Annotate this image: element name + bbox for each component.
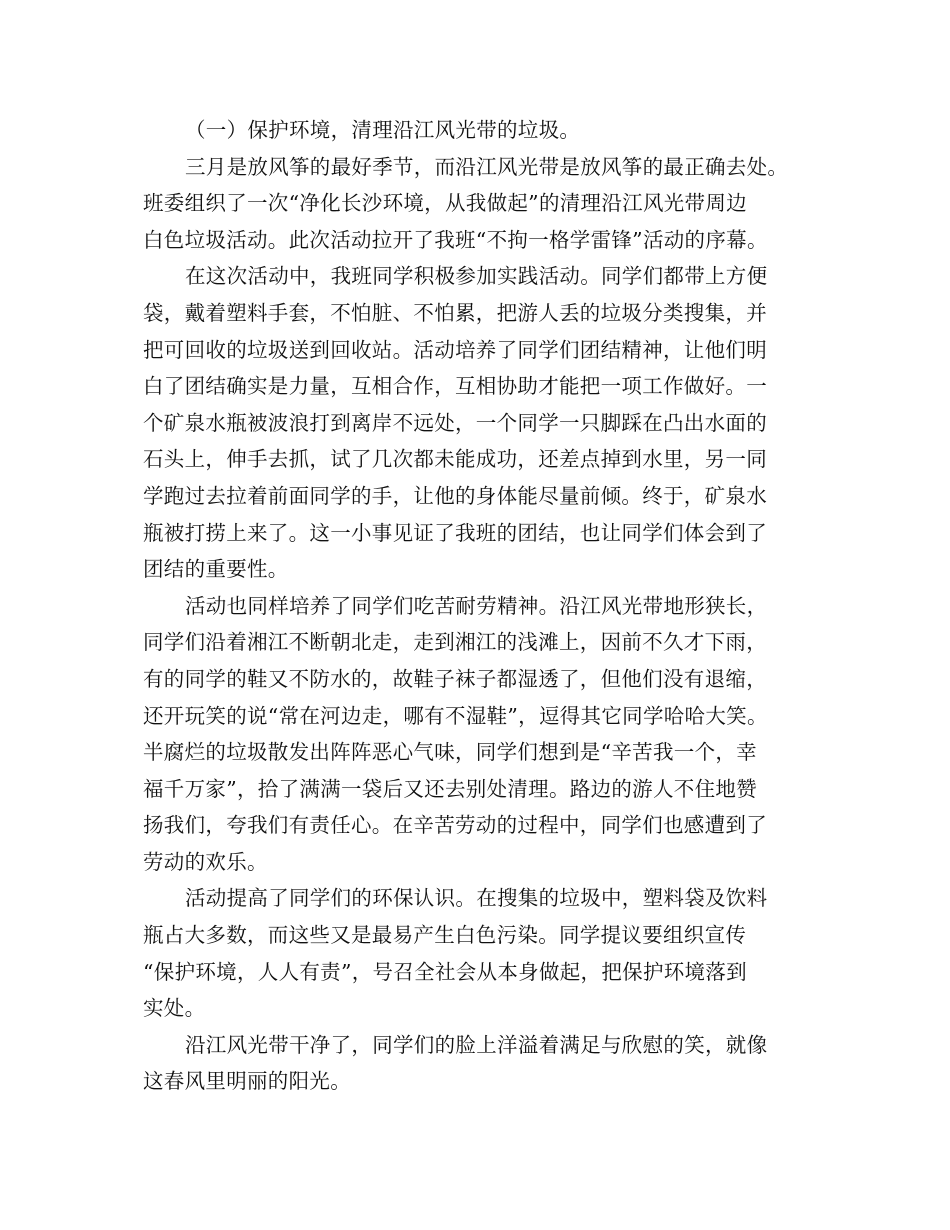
- paragraph-line: 团结的重要性。: [143, 557, 289, 582]
- paragraph-line: 白了团结确实是力量，互相合作，互相协助才能把一项工作做好。一: [143, 374, 767, 399]
- paragraph-line: 瓶被打捞上来了。这一小事见证了我班的团结，也让同学们体会到了: [143, 520, 767, 545]
- paragraph-line: 白色垃圾活动。此次活动拉开了我班“不拘一格学雷锋”活动的序幕。: [143, 227, 768, 252]
- paragraph-line: 个矿泉水瓶被波浪打到离岸不远处，一个同学一只脚踩在凸出水面的: [143, 410, 767, 435]
- paragraph-line: 学跑过去拉着前面同学的手，让他的身体能尽量前倾。终于，矿泉水: [143, 483, 767, 508]
- paragraph-line: 有的同学的鞋又不防水的，故鞋子袜子都湿透了，但他们没有退缩，: [143, 666, 767, 691]
- paragraph-line: 石头上，伸手去抓，试了几次都未能成功，还差点掉到水里，另一同: [143, 447, 767, 472]
- paragraph-line: 把可回收的垃圾送到回收站。活动培养了同学们团结精神，让他们明: [143, 337, 767, 362]
- paragraph-line: 活动提高了同学们的环保认识。在搜集的垃圾中，塑料袋及饮料: [185, 886, 768, 911]
- section-heading: （一）保护环境，清理沿江风光带的垃圾。: [185, 118, 581, 142]
- paragraph-line: 瓶占大多数，而这些又是最易产生白色污染。同学提议要组织宣传: [143, 923, 747, 948]
- paragraph-line: 活动也同样培养了同学们吃苦耐劳精神。沿江风光带地形狭长，: [185, 593, 768, 618]
- paragraph-line: 实处。: [143, 996, 206, 1021]
- paragraph-line: 在这次活动中，我班同学积极参加实践活动。同学们都带上方便: [185, 264, 768, 289]
- paragraph-line: 沿江风光带干净了，同学们的脸上洋溢着满足与欣慰的笑，就像: [185, 1032, 768, 1057]
- paragraph-line: “保护环境，人人有责”，号召全社会从本身做起，把保护环境落到: [143, 959, 747, 984]
- paragraph-line: 扬我们，夸我们有责任心。在辛苦劳动的过程中，同学们也感遭到了: [143, 813, 767, 838]
- paragraph-line: 半腐烂的垃圾散发出阵阵恶心气味，同学们想到是“辛苦我一个，幸: [143, 740, 757, 765]
- paragraph-line: 劳动的欢乐。: [143, 849, 268, 874]
- document-body: [143, 112, 815, 1100]
- paragraph-line: 袋，戴着塑料手套，不怕脏、不怕累，把游人丢的垃圾分类搜集，并: [143, 300, 767, 325]
- paragraph-line: 福千万家”，拾了满满一袋后又还去别处清理。路边的游人不住地赞: [143, 776, 757, 801]
- paragraph-line: 这春风里明丽的阳光。: [143, 1069, 351, 1094]
- paragraph-line: 同学们沿着湘江不断朝北走，走到湘江的浅滩上，因前不久才下雨，: [143, 630, 767, 655]
- paragraph-line: 还开玩笑的说“常在河边走，哪有不湿鞋”，逗得其它同学哈哈大笑。: [143, 703, 768, 728]
- paragraph-line: 班委组织了一次“净化长沙环境，从我做起”的清理沿江风光带周边: [143, 191, 747, 216]
- paragraph-line: 三月是放风筝的最好季节，而沿江风光带是放风筝的最正确去处。: [185, 154, 789, 179]
